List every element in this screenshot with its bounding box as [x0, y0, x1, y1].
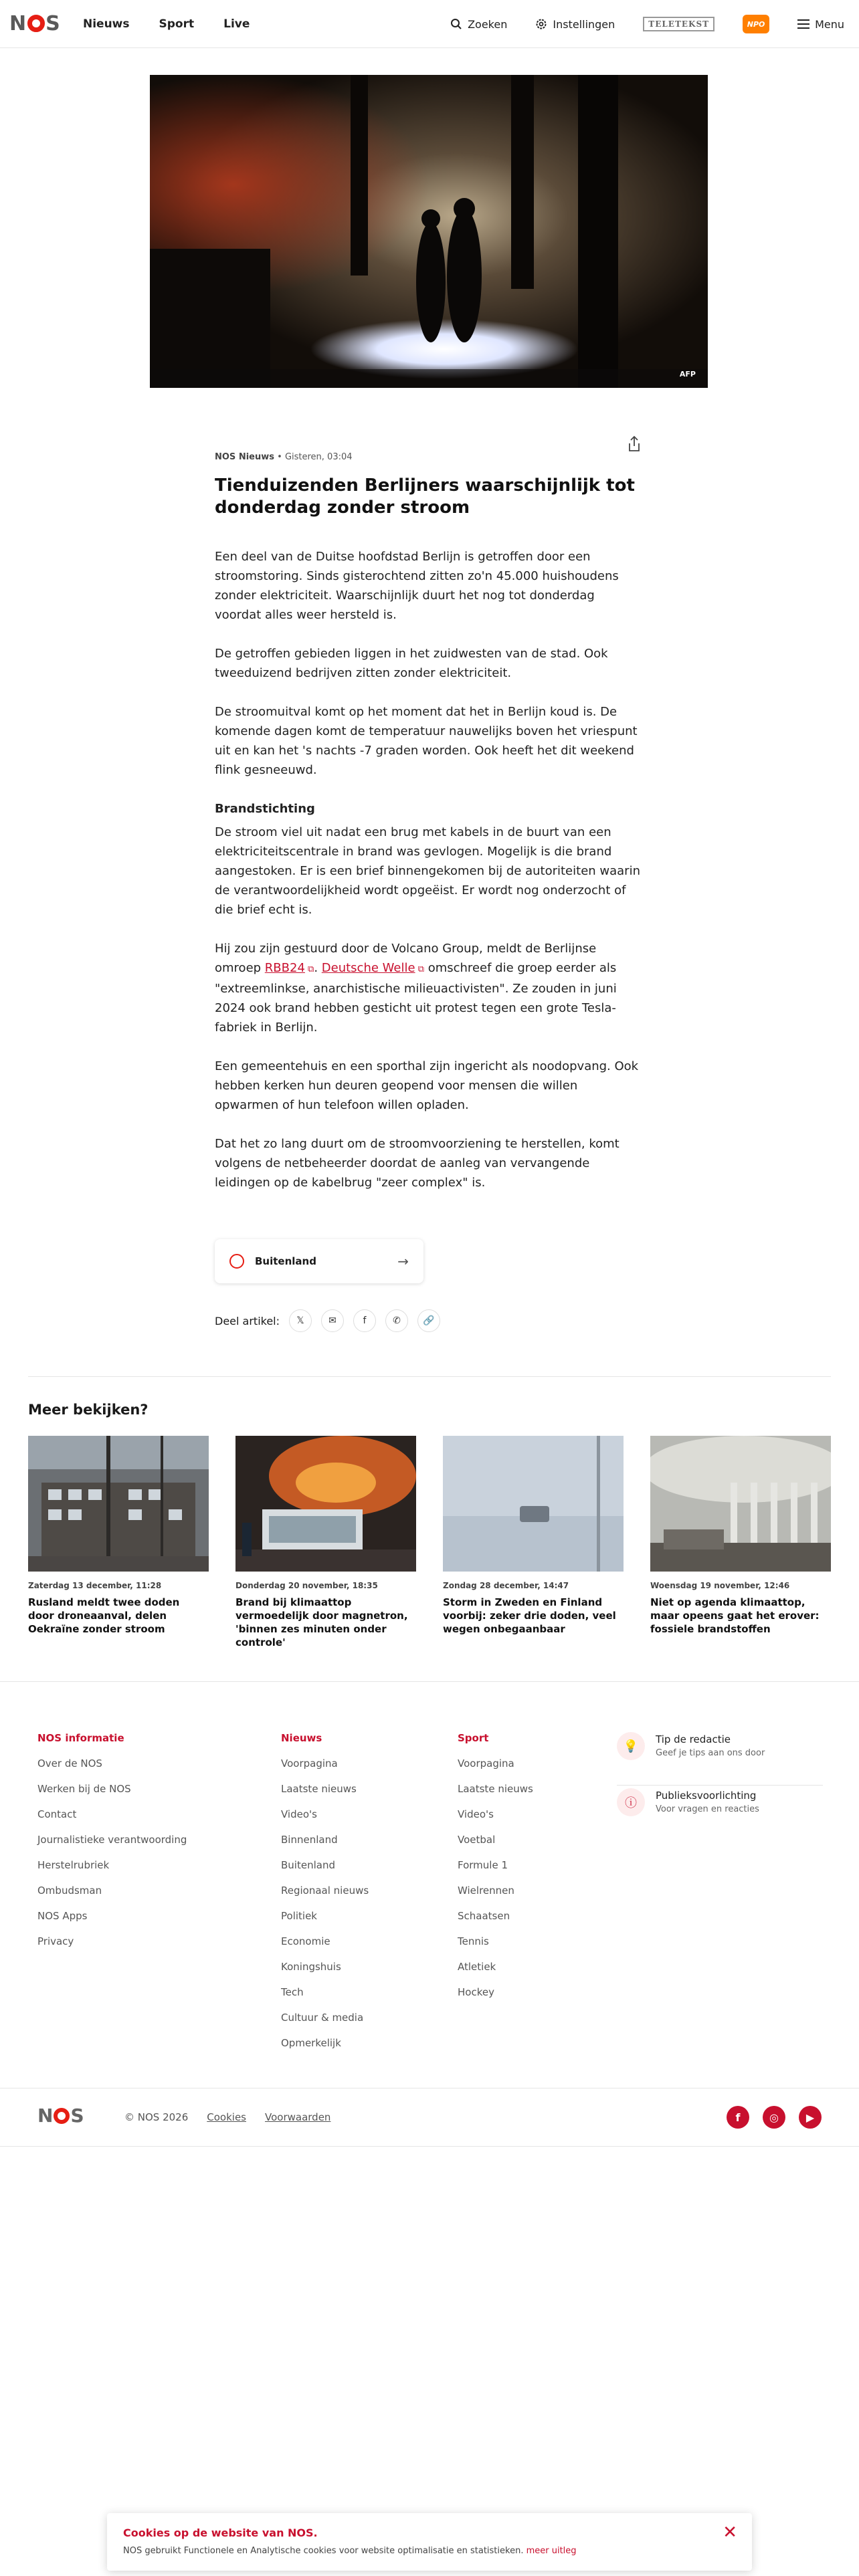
info-subtitle: Voor vragen en reacties	[656, 1804, 759, 1814]
footer-link[interactable]: Formule 1	[458, 1859, 508, 1871]
meta-dot: •	[277, 452, 285, 462]
footer-link[interactable]: Opmerkelijk	[281, 2037, 341, 2049]
footer-link[interactable]: Tech	[281, 1986, 304, 1998]
footer-link[interactable]: Journalistieke verantwoording	[37, 1834, 187, 1846]
footer-link[interactable]: Contact	[37, 1808, 77, 1820]
divider	[0, 1681, 859, 1682]
footer-col-title: NOS informatie	[37, 1732, 124, 1744]
topic-tag-label: Buitenland	[255, 1255, 316, 1267]
paragraph: Dat het zo lang duurt om de stroomvoorziening te herstellen, komt volgens de netbeheerder doordat de aanleg van vervangende leidingen op de kabelbrug "zeer complex" is.	[215, 1137, 619, 1190]
news-card[interactable]	[28, 1436, 209, 1649]
header-actions	[450, 0, 844, 48]
footer-link[interactable]: Schaatsen	[458, 1910, 510, 1922]
facebook-icon[interactable]: f	[353, 1309, 376, 1332]
news-card[interactable]	[235, 1436, 416, 1649]
more-title: Meer bekijken?	[28, 1402, 149, 1418]
site-header	[0, 0, 859, 48]
text-span: Hij zou zijn gestuurd door de Volcano Group, meldt de Berlijnse omroep	[215, 942, 597, 975]
footer-link[interactable]: Tennis	[458, 1935, 489, 1947]
cookie-title: Cookies op de website van NOS.	[123, 2527, 318, 2539]
footer-link[interactable]: Over de NOS	[37, 1757, 102, 1769]
search-label: Zoeken	[468, 17, 508, 31]
paragraph: Een gemeentehuis en een sporthal zijn ingericht als noodopvang. Ook hebben kerken hun deuren geopend voor mensen die willen opwarmen of hun telefoon willen opladen.	[215, 1059, 639, 1112]
tip-redactie[interactable]	[617, 1732, 823, 1786]
footer-link[interactable]: Atletiek	[458, 1961, 496, 1973]
cookie-text: NOS gebruikt Functionele en Analytische cookies voor website optimalisatie en statistieken.	[123, 2546, 524, 2556]
footer-link[interactable]: Ombudsman	[37, 1885, 102, 1897]
paragraph-with-links	[215, 939, 643, 1037]
footer-link[interactable]: Voorpagina	[458, 1757, 514, 1769]
cookies-link[interactable]: Cookies	[207, 2111, 246, 2123]
card-date: Donderdag 20 november, 18:35	[235, 1581, 378, 1590]
arrow-right-icon: →	[397, 1253, 409, 1269]
card-title: Niet op agenda klimaattop, maar opeens gaat het erover: fossiele brandstoffen	[650, 1596, 820, 1635]
tip-subtitle: Geef je tips aan ons door	[656, 1748, 765, 1758]
footer-col-title: Sport	[458, 1732, 489, 1744]
footer-contact	[617, 1732, 823, 1844]
x-icon[interactable]: 𝕏	[289, 1309, 312, 1332]
hamburger-icon	[797, 19, 809, 29]
footer-link[interactable]: Video's	[281, 1808, 317, 1820]
footer-legal	[124, 2111, 330, 2123]
hero-image	[150, 75, 708, 388]
article-meta	[215, 452, 353, 462]
footer-link[interactable]: Regionaal nieuws	[281, 1885, 369, 1897]
article-title: Tienduizenden Berlijners waarschijnlijk tot donderdag zonder stroom	[215, 475, 635, 518]
news-card[interactable]	[443, 1436, 624, 1649]
teletekst-link[interactable]: TELETEKST	[643, 17, 714, 31]
footer-link[interactable]: Politiek	[281, 1910, 317, 1922]
main-nav	[83, 0, 250, 48]
card-image	[235, 1436, 416, 1572]
divider	[28, 1376, 831, 1377]
more-cards	[28, 1436, 831, 1649]
link-rbb24[interactable]: RBB24	[264, 961, 305, 975]
share-icon[interactable]	[624, 433, 645, 455]
search-icon	[450, 18, 462, 30]
paragraph: De stroom viel uit nadat een brug met kabels in de buurt van een elektriciteitscentrale in brand was gevlogen. Mogelijk is die brand aangestoken. Er is een brief binnengekomen bij de autoriteiten waarin de verantwoordelijkheid wordt opgeëist. Er wordt nog onderzocht of die brief echt is.	[215, 825, 640, 917]
footer-link[interactable]: Laatste nieuws	[281, 1783, 357, 1795]
facebook-icon[interactable]: f	[727, 2106, 749, 2129]
terms-link[interactable]: Voorwaarden	[265, 2111, 331, 2123]
topic-tag-buitenland[interactable]	[215, 1239, 423, 1283]
cookie-banner	[107, 2513, 752, 2571]
card-date: Zaterdag 13 december, 11:28	[28, 1581, 162, 1590]
share-label: Deel artikel:	[215, 1314, 280, 1327]
lightbulb-icon: 💡	[617, 1732, 645, 1760]
cookie-text-row	[123, 2546, 736, 2556]
cookie-more-link[interactable]: meer uitleg	[526, 2546, 577, 2556]
footer-link[interactable]: Economie	[281, 1935, 330, 1947]
external-link-icon: ⧉	[304, 964, 314, 974]
hero-photo	[150, 75, 708, 388]
social-links	[727, 2106, 822, 2129]
article-time: Gisteren, 03:04	[284, 452, 353, 462]
menu-button[interactable]	[797, 18, 844, 31]
card-title: Storm in Zweden en Finland voorbij: zeker drie doden, veel wegen onbegaanbaar	[443, 1596, 616, 1635]
close-icon[interactable]: ✕	[723, 2523, 737, 2543]
copyright: © NOS 2026	[124, 2111, 189, 2123]
card-image	[28, 1436, 209, 1572]
whatsapp-icon[interactable]: ✆	[385, 1309, 408, 1332]
settings-label: Instellingen	[553, 17, 615, 31]
text-span: omschreef die groep eerder als "extreemlinkse, anarchistische milieuactivisten". Ze zouden in juni 2024 ook brand hebben gesticht uit protest tegen een grote Tesla-fabriek in Berlijn.	[215, 961, 617, 1035]
footer-col-nieuws	[281, 1732, 369, 2062]
nav-nieuws[interactable]: Nieuws	[83, 17, 130, 31]
photo-credit: AFP	[679, 370, 696, 379]
footer-link[interactable]: Herstelrubriek	[37, 1859, 110, 1871]
card-image	[443, 1436, 624, 1572]
globe-icon	[229, 1254, 244, 1269]
npo-logo[interactable]: NPO	[743, 15, 769, 33]
instagram-icon[interactable]: ◎	[763, 2106, 785, 2129]
footer-link[interactable]: Voetbal	[458, 1834, 496, 1846]
settings-button[interactable]	[535, 18, 615, 31]
footer-link[interactable]: Werken bij de NOS	[37, 1783, 131, 1795]
card-title: Brand bij klimaattop vermoedelijk door magnetron, 'binnen zes minuten onder controle'	[235, 1596, 408, 1648]
link-deutsche-welle[interactable]: Deutsche Welle	[321, 961, 415, 975]
text-span: .	[314, 961, 322, 975]
info-icon: ⓘ	[617, 1788, 645, 1816]
paragraph: Een deel van de Duitse hoofdstad Berlijn is getroffen door een stroomstoring. Sinds gisterochtend zitten zo'n 45.000 huishoudens zonder elektriciteit. Waarschijnlijk duurt het nog tot donderdag voordat alles weer hersteld is.	[215, 550, 619, 622]
footer-link[interactable]: Buitenland	[281, 1859, 335, 1871]
article-source: NOS Nieuws	[215, 452, 274, 462]
footer-link[interactable]: Hockey	[458, 1986, 494, 1998]
footer-link[interactable]: NOS Apps	[37, 1910, 88, 1922]
paragraph: De stroomuitval komt op het moment dat het in Berlijn koud is. De komende dagen komt de temperatuur nauwelijks boven het vriespunt uit en kan het 's nachts -7 graden worden. Ook heeft het dit weekend flink gesneeuwd.	[215, 705, 638, 777]
nav-sport[interactable]: Sport	[159, 17, 195, 31]
footer-link[interactable]: Koningshuis	[281, 1961, 341, 1973]
mail-icon[interactable]: ✉	[321, 1309, 344, 1332]
subheading: Brandstichting	[215, 802, 315, 816]
tip-title: Tip de redactie	[656, 1733, 731, 1745]
footer-link[interactable]: Binnenland	[281, 1834, 338, 1846]
card-date: Zondag 28 december, 14:47	[443, 1581, 569, 1590]
footer-col-sport	[458, 1732, 533, 2012]
footer-link[interactable]: Privacy	[37, 1935, 74, 1947]
article-body	[215, 547, 643, 1212]
paragraph: De getroffen gebieden liggen in het zuidwesten van de stad. Ook tweeduizend bedrijven zitten zonder elektriciteit.	[215, 647, 608, 680]
gear-icon	[535, 18, 547, 30]
footer-link[interactable]: Wielrennen	[458, 1885, 514, 1897]
publieksvoorlichting[interactable]	[617, 1788, 823, 1842]
nav-live[interactable]: Live	[223, 17, 250, 31]
footer-col-info	[37, 1732, 187, 1961]
card-title: Rusland meldt twee doden door droneaanval, delen Oekraïne zonder stroom	[28, 1596, 180, 1635]
footer-logo[interactable]: N S	[37, 2105, 84, 2127]
card-image	[650, 1436, 831, 1572]
search-button[interactable]	[450, 18, 507, 31]
news-card[interactable]	[650, 1436, 831, 1649]
footer-bottom	[0, 2088, 859, 2147]
footer-col-title: Nieuws	[281, 1732, 322, 1744]
footer-link[interactable]: Laatste nieuws	[458, 1783, 533, 1795]
card-date: Woensdag 19 november, 12:46	[650, 1581, 790, 1590]
footer-link[interactable]: Voorpagina	[281, 1757, 338, 1769]
share-bar	[215, 1309, 440, 1332]
external-link-icon: ⧉	[415, 964, 424, 974]
youtube-icon[interactable]: ▶	[799, 2106, 822, 2129]
menu-label: Menu	[815, 17, 844, 31]
footer-link[interactable]: Video's	[458, 1808, 494, 1820]
info-title: Publieksvoorlichting	[656, 1790, 757, 1802]
footer-link[interactable]: Cultuur & media	[281, 2012, 364, 2024]
link-icon[interactable]: 🔗	[417, 1309, 440, 1332]
nos-logo[interactable]: N S	[9, 12, 61, 35]
